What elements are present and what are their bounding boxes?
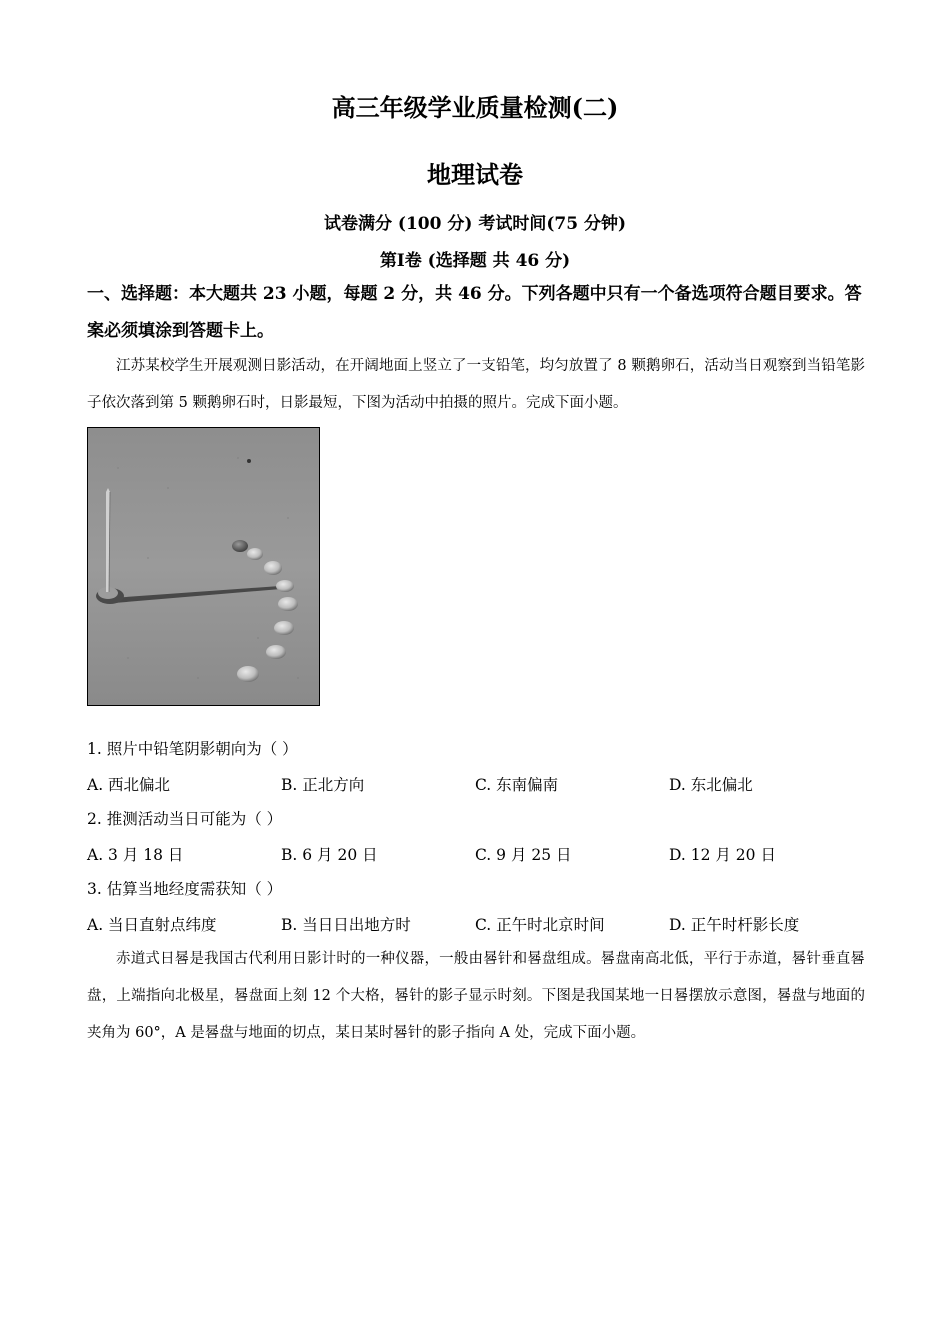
question-3-option-d[interactable]: D. 正午时杆影长度 (669, 916, 800, 934)
question-3-option-b[interactable]: B. 当日日出地方时 (281, 916, 411, 934)
question-3-stem: 3. 估算当地经度需获知（ ） (87, 880, 283, 898)
exam-info: 试卷满分 (100 分) 考试时间(75 分钟) (324, 214, 626, 234)
question-3-option-c[interactable]: C. 正午时北京时间 (475, 916, 605, 934)
exam-title: 高三年级学业质量检测(二) (331, 93, 619, 122)
question-2-option-c[interactable]: C. 9 月 25 日 (475, 846, 572, 864)
question-1-option-c[interactable]: C. 东南偏南 (475, 776, 559, 794)
question-1-stem: 1. 照片中铅笔阴影朝向为（ ） (87, 740, 298, 758)
subject-title: 地理试卷 (427, 160, 523, 189)
section-heading: 一、选择题：本大题共 23 小题，每题 2 分，共 46 分。下列各题中只有一个备选项符合题目要求。答案必须填涂到答题卡上。 (87, 284, 862, 341)
question-2-option-b[interactable]: B. 6 月 20 日 (281, 846, 378, 864)
question-1-option-a[interactable]: A. 西北偏北 (87, 776, 171, 794)
passage-sun-shadow: 江苏某校学生开展观测日影活动，在开阔地面上竖立了一支铅笔，均匀放置了 8 颗鹅卵石，活动当日观察到当铅笔影子依次落到第 5 颗鹅卵石时，日影最短，下图为活动中拍摄的照片。完成下面小题。 (87, 358, 865, 411)
question-2-option-d[interactable]: D. 12 月 20 日 (669, 846, 776, 864)
question-1-option-b[interactable]: B. 正北方向 (281, 776, 365, 794)
question-3-option-a[interactable]: A. 当日直射点纬度 (87, 916, 217, 934)
question-2-stem: 2. 推测活动当日可能为（ ） (87, 810, 283, 828)
question-2-option-a[interactable]: A. 3 月 18 日 (87, 846, 184, 864)
passage-sundial: 赤道式日晷是我国古代利用日影计时的一种仪器，一般由晷针和晷盘组成。晷盘南高北低，平行于赤道，晷针垂直晷盘，上端指向北极星，晷盘面上刻 12 个大格，晷针的影子显示时刻。下图是我国某地一日晷摆放示意图，晷盘与地面的夹角为 60°，A 是晷盘与地面的切点，某日某时晷针的影子指向 A 处，完成下面小题。 (87, 951, 865, 1041)
part-title: 第Ⅰ卷 (选择题 共 46 分) (379, 251, 571, 271)
question-1-option-d[interactable]: D. 东北偏北 (669, 776, 753, 794)
pencil-pebbles-photo (87, 427, 320, 706)
